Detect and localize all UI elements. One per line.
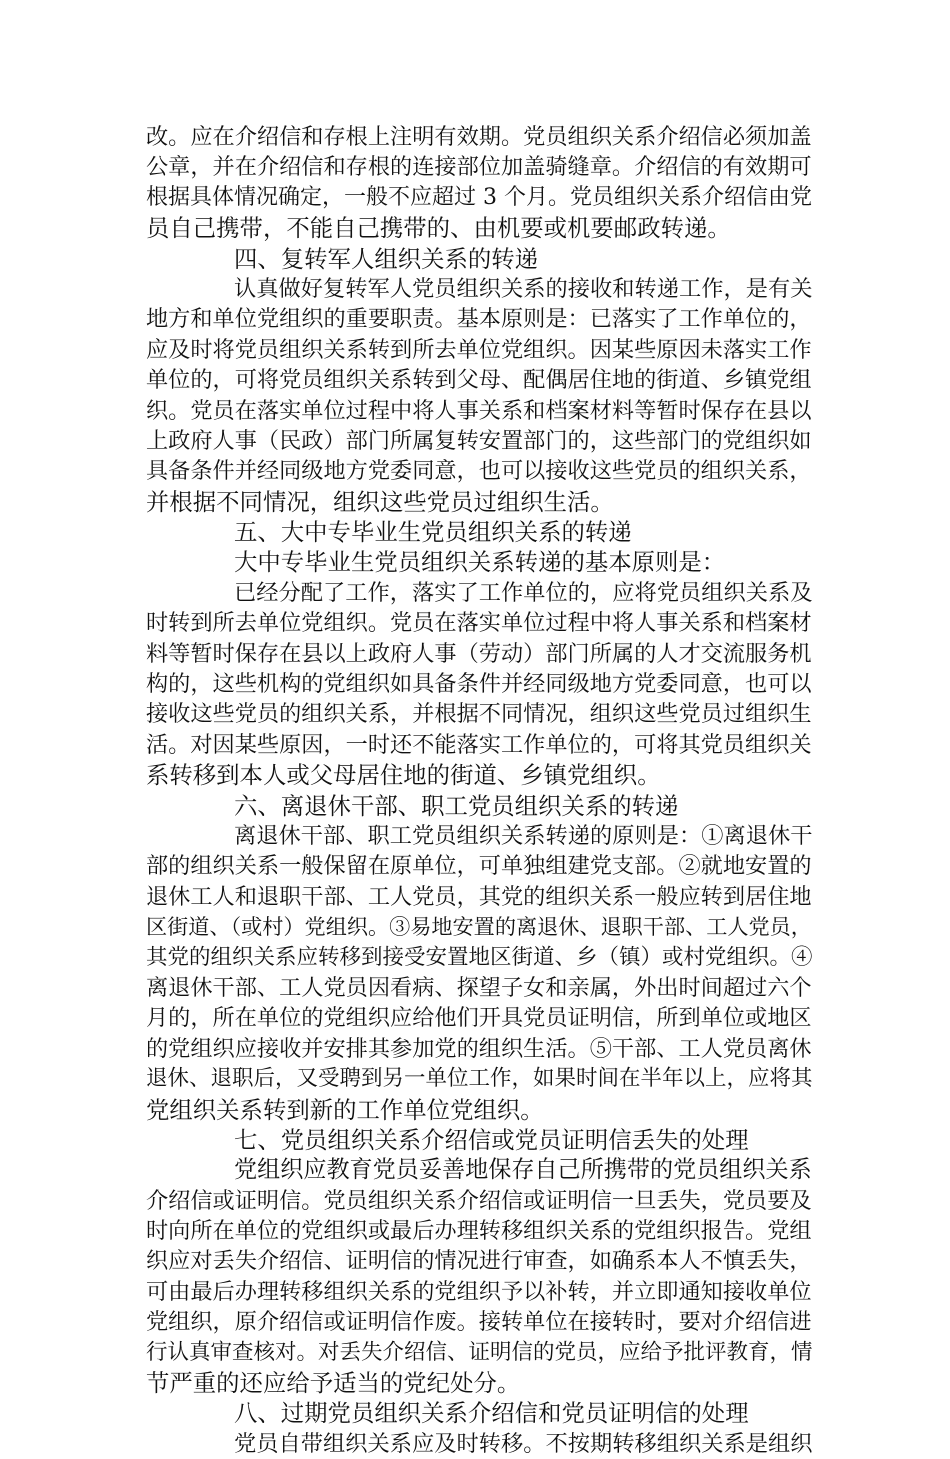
text-line: 月的，所在单位的党组织应给他们开具党员证明信，所到单位或地区 (146, 1005, 812, 1032)
paragraph-start-line: 七、党员组织关系介绍信或党员证明信丢失的处理 (234, 1125, 749, 1154)
text-line: 党组织关系转到新的工作单位党组织。 (146, 1095, 544, 1124)
text-line: 时向所在单位的党组织或最后办理转移组织关系的党组织报告。党组 (146, 1218, 812, 1245)
text-line: 系转移到本人或父母居住地的街道、乡镇党组织。 (146, 761, 661, 790)
text-line: 应及时将党员组织关系转到所去单位党组织。因某些原因未落实工作 (146, 336, 812, 363)
paragraph-start-line: 已经分配了工作，落实了工作单位的，应将党员组织关系及 (234, 579, 813, 606)
text-line: 退休工人和退职干部、工人党员，其党的组织关系一般应转到居住地 (146, 883, 812, 910)
paragraph-start-line: 八、过期党员组织关系介绍信和党员证明信的处理 (234, 1399, 749, 1428)
text-line: 上政府人事（民政）部门所属复转安置部门的，这些部门的党组织如 (146, 427, 812, 454)
text-line: 可由最后办理转移组织关系的党组织予以补转，并立即通知接收单位 (146, 1278, 812, 1305)
paragraph-start-line: 党组织应教育党员妥善地保存自己所携带的党员组织关系 (234, 1157, 812, 1184)
text-line: 单位的，可将党员组织关系转到父母、配偶居住地的街道、乡镇党组 (146, 367, 812, 394)
text-line: 织应对丢失介绍信、证明信的情况进行审查，如确系本人不慎丢失， (146, 1248, 812, 1275)
text-line: 料等暂时保存在县以上政府人事（劳动）部门所属的人才交流服务机 (146, 640, 812, 667)
text-line: 行认真审查核对。对丢失介绍信、证明信的党员，应给予批评教育，情 (146, 1339, 813, 1365)
text-line: 并根据不同情况，组织这些党员过组织生活。 (146, 487, 614, 516)
text-line: 退休、退职后，又受聘到另一单位工作，如果时间在半年以上，应将其 (146, 1066, 813, 1092)
text-line: 地方和单位党组织的重要职责。基本原则是：已落实了工作单位的， (146, 306, 812, 333)
paragraph-start-line: 四、复转军人组织关系的转递 (234, 244, 539, 273)
text-line: 介绍信或证明信。党员组织关系介绍信或证明信一旦丢失，党员要及 (146, 1187, 812, 1214)
text-line: 区街道、（或村）党组织。③易地安置的离退休、退职干部、工人党员， (146, 914, 812, 940)
paragraph-start-line: 五、大中专毕业生党员组织关系的转递 (234, 518, 632, 547)
text-line: 时转到所去单位党组织。党员在落实单位过程中将人事关系和档案材 (146, 610, 812, 637)
text-line: 部的组织关系一般保留在原单位，可单独组建党支部。②就地安置的 (146, 853, 812, 880)
paragraph-start-line: 大中专毕业生党员组织关系转递的基本原则是： (234, 548, 726, 577)
paragraph-start-line: 党员自带组织关系应及时转移。不按期转移组织关系是组织 (234, 1430, 813, 1457)
text-line: 的党组织应接收并安排其参加党的组织生活。⑤干部、工人党员离休 (146, 1035, 812, 1062)
text-line: 织。党员在落实单位过程中将人事关系和档案材料等暂时保存在县以 (146, 397, 812, 424)
text-line: 其党的组织关系应转移到接受安置地区街道、乡（镇）或村党组织。④ (146, 944, 813, 970)
text-line: 党组织，原介绍信或证明信作废。接转单位在接转时，要对介绍信进 (146, 1309, 812, 1336)
text-line: 公章，并在介绍信和存根的连接部位加盖骑缝章。介绍信的有效期可 (146, 154, 812, 181)
paragraph-start-line: 六、离退休干部、职工党员组织关系的转递 (234, 791, 679, 820)
text-line: 接收这些党员的组织关系，并根据不同情况，组织这些党员过组织生 (146, 701, 812, 728)
text-line: 根据具体情况确定，一般不应超过 3 个月。党员组织关系介绍信由党 (146, 184, 812, 210)
text-line: 员自己携带，不能自己携带的、由机要或机要邮政转递。 (146, 214, 731, 243)
text-line: 改。应在介绍信和存根上注明有效期。党员组织关系介绍信必须加盖 (146, 124, 812, 150)
text-line: 离退休干部、工人党员因看病、探望子女和亲属，外出时间超过六个 (146, 974, 812, 1001)
text-line: 具备条件并经同级地方党委同意，也可以接收这些党员的组织关系， (146, 458, 812, 485)
document-body (146, 122, 812, 1459)
paragraph-start-line: 认真做好复转军人党员组织关系的接收和转递工作，是有关 (234, 275, 813, 302)
paragraph-start-line: 离退休干部、职工党员组织关系转递的原则是：①离退休干 (234, 822, 813, 849)
text-line: 活。对因某些原因，一时还不能落实工作单位的，可将其党员组织关 (146, 731, 812, 758)
text-line: 构的，这些机构的党组织如具备条件并经同级地方党委同意，也可以 (146, 671, 812, 698)
text-line: 节严重的还应给予适当的党纪处分。 (146, 1369, 521, 1398)
